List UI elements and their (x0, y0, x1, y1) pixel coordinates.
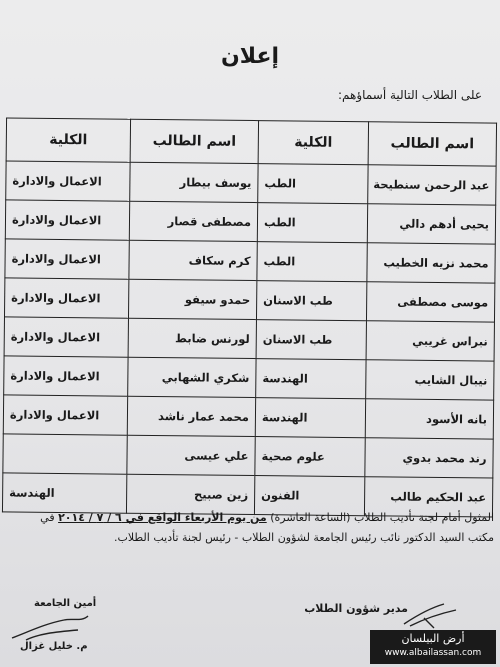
header-faculty-1: الكلية (258, 121, 368, 165)
student-name-cell: موسى مصطفى (366, 282, 494, 322)
notice-line1-c: في (40, 511, 55, 524)
intro-text: على الطلاب التالية أسماؤهم: (338, 88, 482, 102)
student-name-cell: عبد الرحمن سنطيحة (368, 165, 496, 205)
student-name-cell: نبراس غريبي (366, 321, 494, 361)
student-name-cell: يحيى أدهم دالي (367, 204, 495, 244)
student-name-cell: علي عيسى (127, 435, 255, 475)
students-table (2, 117, 497, 517)
site-watermark (370, 630, 496, 664)
signature-university-secretary: أمين الجامعة (34, 598, 97, 609)
faculty-cell: الطب (257, 203, 367, 243)
table-header-row (6, 118, 496, 166)
faculty-cell: الفنون (254, 476, 364, 516)
student-name-cell: عبد الحكيم طالب (364, 477, 492, 517)
header-faculty-2: الكلية (6, 118, 130, 162)
faculty-cell: الاعمال والادارة (4, 356, 128, 396)
watermark-name: أرض البيلسان (401, 632, 465, 645)
faculty-cell: الطب (257, 242, 367, 282)
table-row (4, 278, 494, 322)
table-row (6, 161, 496, 205)
signature-scribble-left-icon (8, 610, 98, 644)
faculty-cell: الهندسة (256, 359, 366, 399)
faculty-cell: الهندسة (255, 398, 365, 438)
student-name-cell: لورنس ضابط (128, 318, 256, 358)
student-name-cell: بانه الأسود (365, 399, 493, 439)
faculty-cell: طب الاسنان (256, 320, 366, 360)
table-row (3, 395, 493, 439)
faculty-cell: الطب (258, 164, 368, 204)
document-title: إعلان (220, 44, 280, 69)
student-name-cell: زين صبيح (126, 474, 254, 514)
faculty-cell: الاعمال والادارة (3, 395, 127, 435)
faculty-cell (3, 434, 127, 474)
student-name-cell: مصطفى قصار (129, 201, 257, 241)
signature-name: م. خليل غزال (20, 641, 88, 652)
faculty-cell: الاعمال والادارة (5, 200, 129, 240)
faculty-cell: الاعمال والادارة (5, 239, 129, 279)
signature-scribble-right-icon (400, 598, 460, 630)
faculty-cell: الاعمال والادارة (6, 161, 130, 201)
notice-date: من يوم الأربعاء الواقع في ٦ / ٧ / ٢٠١٤ (58, 511, 267, 524)
watermark-url: www.albailassan.com (384, 648, 482, 658)
student-name-cell: شكري الشهابي (128, 357, 256, 397)
table-row (5, 239, 495, 283)
student-name-cell: رند محمد بدوي (365, 438, 493, 478)
notice-line2: مكتب السيد الدكتور نائب رئيس الجامعة لشؤون الطلاب - رئيس لجنة تأديب الطلاب. (113, 531, 494, 544)
faculty-cell: الهندسة (2, 473, 126, 513)
student-name-cell: كرم سكاف (129, 240, 257, 280)
table-row (3, 434, 493, 478)
notice-text (2, 508, 494, 548)
table-row (5, 200, 495, 244)
faculty-cell: الاعمال والادارة (4, 278, 128, 318)
student-name-cell: يوسف بيطار (130, 162, 258, 202)
student-name-cell: حمدو سيفو (128, 279, 256, 319)
table-row (4, 356, 494, 400)
table-row (4, 317, 494, 361)
faculty-cell: طب الاسنان (256, 281, 366, 321)
notice-line1-a: المثول أمام لجنة تأديب الطلاب (الساعة العاشرة) (270, 511, 494, 524)
student-name-cell: محمد عمار ناشد (127, 396, 255, 436)
header-student-name-1: اسم الطالب (368, 122, 496, 166)
faculty-cell: علوم صحية (255, 437, 365, 477)
student-name-cell: محمد نزيه الخطيب (367, 243, 495, 283)
signature-student-affairs: مدير شؤون الطلاب (304, 602, 408, 615)
header-student-name-2: اسم الطالب (130, 119, 258, 163)
faculty-cell: الاعمال والادارة (4, 317, 128, 357)
student-name-cell: نيبال الشايب (366, 360, 494, 400)
